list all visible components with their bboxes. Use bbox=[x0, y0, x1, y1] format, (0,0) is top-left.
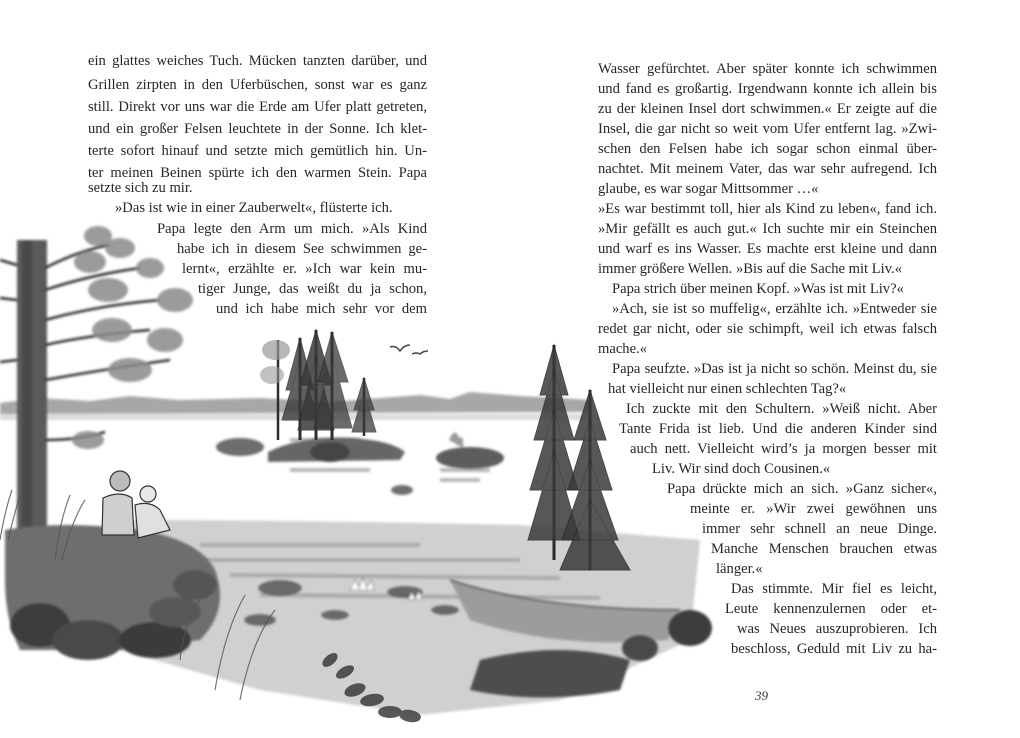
text-line: »Mir gefällt es auch gut.« Ich suchte mir ein Steinchen bbox=[598, 221, 937, 237]
text-line: glaube, es war sogar Mittsommer …« bbox=[598, 181, 819, 197]
text-line: Das stimmte. Mir fiel es leicht, bbox=[731, 581, 937, 597]
text-line: ter meinen Beinen spürte ich den warmen Stein. Papa bbox=[88, 165, 427, 181]
text-line: Liv. Wir sind doch Cousinen.« bbox=[652, 461, 831, 477]
text-line: habe ich in diesem See schwimmen ge- bbox=[177, 241, 427, 257]
text-line: ein glattes weiches Tuch. Mücken tanzten darüber, und bbox=[88, 53, 427, 69]
text-line: was Neues auszuprobieren. Ich bbox=[737, 621, 937, 637]
text-line: mache.« bbox=[598, 341, 648, 357]
text-line: still. Direkt vor uns war die Erde am Ufer platt getreten, bbox=[88, 99, 427, 115]
text-line: Tante Frida ist lieb. Und die anderen Kinder sind bbox=[619, 421, 937, 437]
text-line: Papa drückte mich an sich. »Ganz sicher«, bbox=[667, 481, 937, 497]
text-line: nachtet. Mit meinem Vater, das war sehr aufregend. Ich bbox=[598, 161, 937, 177]
text-line: redet gar nicht, oder sie schimpft, weil ich etwas falsch bbox=[598, 321, 937, 337]
text-line: auch nett. Vielleicht wird’s ja morgen besser mit bbox=[630, 441, 937, 457]
page-number: 39 bbox=[755, 688, 768, 703]
text-line: Wasser gefürchtet. Aber später konnte ich schwimmen bbox=[598, 61, 937, 77]
text-line: und fand es großartig. Irgendwann konnte ich allein bis bbox=[598, 81, 937, 97]
text-line: und warf es ins Wasser. Es machte erst kleine und dann bbox=[598, 241, 937, 257]
text-line: Grillen zirpten in den Uferbüschen, sonst war es ganz bbox=[88, 77, 427, 93]
text-line: zu der kleinen Insel dort schwimmen.« Er zeigte auf die bbox=[598, 101, 937, 117]
text-line: tiger Junge, das weißt du ja schon, bbox=[198, 281, 427, 297]
text-line: und ein großer Felsen leuchtete in der Sonne. Ich klet- bbox=[88, 121, 427, 137]
text-line: meinte er. »Wir zwei gewöhnen uns bbox=[690, 501, 937, 517]
text-line: länger.« bbox=[716, 561, 763, 577]
text-line: lernt«, erzählte er. »Ich war kein mu- bbox=[182, 261, 427, 277]
text-line: immer größere Wellen. »Bis auf die Sache mit Liv.« bbox=[598, 261, 902, 277]
shore-rock bbox=[5, 525, 220, 660]
island bbox=[216, 432, 504, 469]
island-trees bbox=[260, 330, 376, 440]
text-line: Papa strich über meinen Kopf. »Was ist mit Liv?« bbox=[612, 281, 904, 297]
text-line: setzte sich zu mir. bbox=[88, 180, 193, 196]
text-line: hat vielleicht nur einen schlechten Tag?« bbox=[608, 381, 847, 397]
text-line: beschloss, Geduld mit Liv zu ha- bbox=[731, 641, 937, 657]
text-line: Leute kennenzulernen oder et- bbox=[725, 601, 937, 617]
birds bbox=[390, 345, 428, 354]
text-line: Insel, die gar nicht so weit vom Ufer entfernt lag. »Zwi- bbox=[598, 121, 937, 137]
text-line: Papa seufzte. »Das ist ja nicht so schön. Meinst du, sie bbox=[612, 361, 937, 377]
text-line: »Es war bestimmt toll, hier als Kind zu leben«, fand ich. bbox=[598, 201, 937, 217]
text-line: Ich zuckte mit den Schultern. »Weiß nicht. Aber bbox=[626, 401, 937, 417]
text-line: terte sofort hinauf und setzte mich gemütlich hin. Un- bbox=[88, 143, 427, 159]
text-line: und ich habe mich sehr vor dem bbox=[216, 301, 427, 317]
text-line: »Das ist wie in einer Zauberwelt«, flüsterte ich. bbox=[115, 200, 393, 216]
text-line: Papa legte den Arm um mich. »Als Kind bbox=[157, 221, 427, 237]
text-line: immer sehr schnell an neue Dinge. bbox=[702, 521, 937, 537]
text-line: »Ach, sie ist so muffelig«, erzählte ich. »Entweder sie bbox=[612, 301, 937, 317]
text-line: schen den Felsen habe ich sogar schon einmal über- bbox=[598, 141, 937, 157]
text-line: Manche Menschen brauchen etwas bbox=[711, 541, 937, 557]
